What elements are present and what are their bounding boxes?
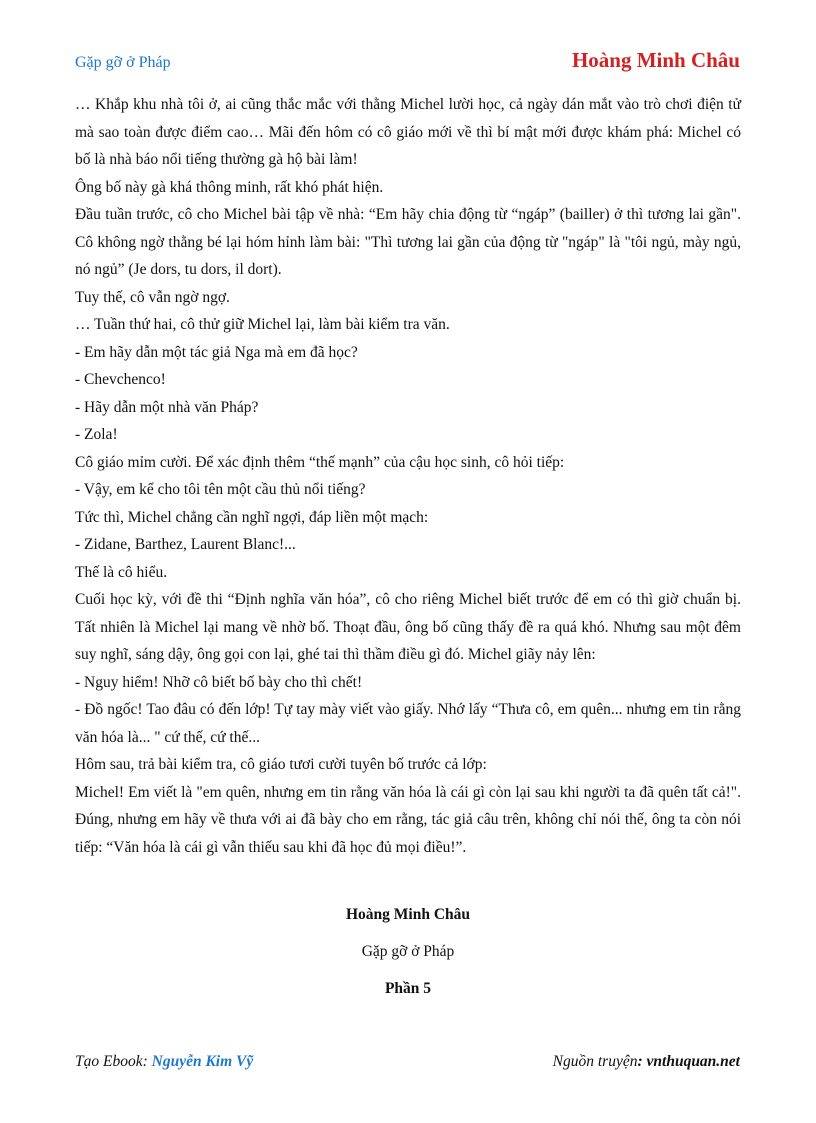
paragraph: Đầu tuần trước, cô cho Michel bài tập về nhà: “Em hãy chia động từ “ngáp” (bailler) ở thì tương lai gần". Cô không ngờ thằng bé lại hóm hỉnh làm bài: "Thì tương lai gần của động từ "ngáp" là "tôi ngủ, mày ngủ, nó ngủ” (Je dors, tu dors, il dort). xyxy=(75,206,741,278)
paragraph: - Zidane, Barthez, Laurent Blanc!... xyxy=(75,536,296,553)
ebook-label: Tạo Ebook xyxy=(75,1053,143,1070)
page-header xyxy=(75,48,740,78)
source-credit xyxy=(553,1053,740,1071)
ebook-separator: : xyxy=(142,1053,152,1070)
paragraph: - Đồ ngốc! Tao đâu có đến lớp! Tự tay mày viết vào giấy. Nhớ lấy “Thưa cô, em quên... nhưng em tin rằng văn hóa là... " cứ thế, cứ thế... xyxy=(75,701,741,746)
ebook-creator-link[interactable]: Nguyễn Kim Vỹ xyxy=(151,1053,254,1070)
paragraph: - Em hãy dẫn một tác giả Nga mà em đã học? xyxy=(75,343,358,361)
book-title-header: Gặp gỡ ở Pháp xyxy=(75,54,171,71)
ebook-credit xyxy=(75,1053,253,1071)
paragraph: - Nguy hiểm! Nhỡ cô biết bố bày cho thì chết! xyxy=(75,673,363,691)
paragraph: Cuối học kỳ, với đề thi “Định nghĩa văn hóa”, cô cho riêng Michel biết trước để em có thì giờ chuẩn bị. Tất nhiên là Michel lại mang về nhờ bố. Thoạt đầu, ông bố cũng thấy đề ra quá khó. Nhưng sau một đêm suy nghĩ, sáng dậy, ông gọi con lại, ghé tai thì thầm điều gì đó. Michel giãy nảy lên: xyxy=(75,591,741,663)
paragraph: - Chevchenco! xyxy=(75,371,166,388)
paragraph: Thế là cô hiểu. xyxy=(75,563,168,581)
source-link[interactable]: vnthuquan.net xyxy=(646,1053,740,1070)
paragraph: - Vậy, em kể cho tôi tên một cầu thủ nổi tiếng? xyxy=(75,481,366,498)
paragraph: Michel! Em viết là "em quên, nhưng em tin rằng văn hóa là cái gì còn lại sau khi người ta đã quên tất cả!". Đúng, nhưng em hãy về thưa với ai đã bày cho em rằng, tác giả câu trên, không chỉ nói thế, ông ta còn nói tiếp: “Văn hóa là cái gì vẫn thiếu sau khi đã học đủ mọi điều!”. xyxy=(75,783,741,856)
story-body xyxy=(75,91,741,861)
source-label: Nguồn truyện xyxy=(552,1053,638,1070)
credit-part: Phần 5 xyxy=(384,980,432,997)
chapter-credits xyxy=(0,900,816,1011)
author-header: Hoàng Minh Châu xyxy=(571,48,740,72)
credit-author: Hoàng Minh Châu xyxy=(345,906,471,923)
paragraph: … Khắp khu nhà tôi ở, ai cũng thắc mắc với thằng Michel lười học, cả ngày dán mắt vào trò chơi điện tử mà sao toàn được điểm cao… Mãi đến hôm có cô giáo mới về thì bí mật mới được khám phá: Michel có bố là nhà báo nổi tiếng thường gà hộ bài làm! xyxy=(75,96,741,168)
source-separator: : xyxy=(637,1053,647,1070)
paragraph: … Tuần thứ hai, cô thử giữ Michel lại, làm bài kiểm tra văn. xyxy=(75,316,450,333)
credit-book-title: Gặp gỡ ở Pháp xyxy=(361,943,455,960)
paragraph: Ông bố này gà khá thông minh, rất khó phát hiện. xyxy=(75,178,384,196)
paragraph: - Zola! xyxy=(75,426,118,443)
paragraph: - Hãy dẫn một nhà văn Pháp? xyxy=(75,398,259,416)
paragraph: Hôm sau, trả bài kiểm tra, cô giáo tươi cười tuyên bố trước cả lớp: xyxy=(75,756,487,773)
paragraph: Tức thì, Michel chẳng cần nghĩ ngợi, đáp liền một mạch: xyxy=(75,508,429,526)
paragraph: Tuy thế, cô vẫn ngờ ngợ. xyxy=(75,288,230,306)
paragraph: Cô giáo mỉm cười. Để xác định thêm “thế mạnh” của cậu học sinh, cô hỏi tiếp: xyxy=(75,453,565,471)
